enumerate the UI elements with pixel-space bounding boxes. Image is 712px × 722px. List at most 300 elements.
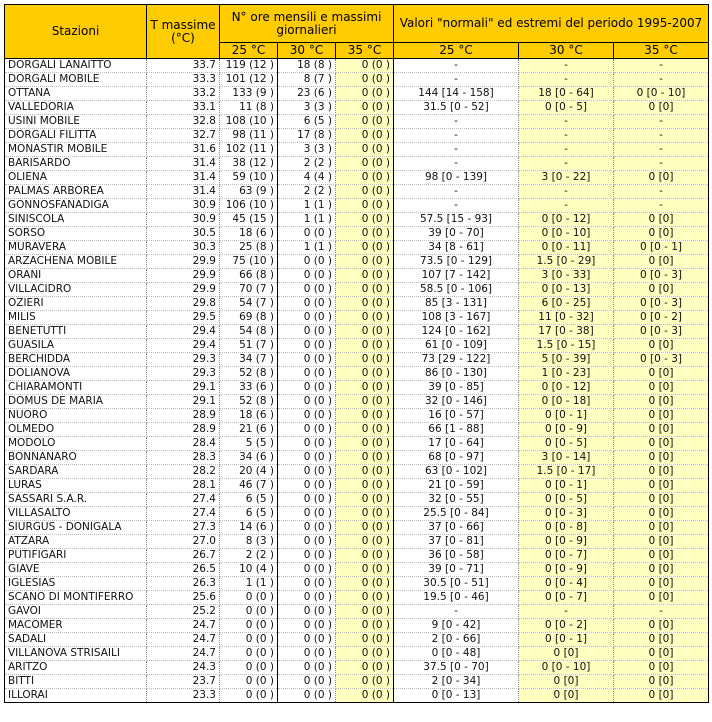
tmax-value: 29.3 [147, 353, 220, 367]
normal-30: 0 [0 - 18] [519, 395, 614, 409]
table-row [5, 241, 709, 255]
hours-25: 70 (7 ) [220, 283, 278, 297]
hours-25: 54 (8 ) [220, 325, 278, 339]
tmax-value: 31.4 [147, 157, 220, 171]
hours-30: 8 (7 ) [278, 73, 336, 87]
table-row [5, 563, 709, 577]
normal-25: 37 [0 - 81] [394, 535, 519, 549]
hours-25: 75 (10 ) [220, 255, 278, 269]
tmax-value: 28.3 [147, 451, 220, 465]
table-row [5, 87, 709, 101]
table-row [5, 171, 709, 185]
table-row [5, 479, 709, 493]
hours-25: 108 (10 ) [220, 115, 278, 129]
normal-30: 17 [0 - 38] [519, 325, 614, 339]
hours-30: 0 (0 ) [278, 563, 336, 577]
hours-30: 0 (0 ) [278, 465, 336, 479]
tmax-value: 24.3 [147, 661, 220, 675]
station-name: GIAVE [5, 563, 147, 577]
station-name: BENETUTTI [5, 325, 147, 339]
station-name: MONASTIR MOBILE [5, 143, 147, 157]
hours-35: 0 (0 ) [336, 199, 394, 213]
header-tmax: T massime (°C) [147, 5, 220, 59]
hours-30: 2 (2 ) [278, 185, 336, 199]
hours-25: 34 (6 ) [220, 451, 278, 465]
hours-30: 0 (0 ) [278, 367, 336, 381]
hours-35: 0 (0 ) [336, 479, 394, 493]
table-row [5, 507, 709, 521]
tmax-value: 29.4 [147, 325, 220, 339]
normal-35: 0 [0] [614, 647, 709, 661]
tmax-value: 23.7 [147, 675, 220, 689]
hours-25: 6 (5 ) [220, 507, 278, 521]
hours-35: 0 (0 ) [336, 521, 394, 535]
hours-30: 3 (3 ) [278, 101, 336, 115]
hours-35: 0 (0 ) [336, 283, 394, 297]
normal-35: 0 [0] [614, 577, 709, 591]
station-name: SORSO [5, 227, 147, 241]
tmax-value: 28.9 [147, 409, 220, 423]
hours-35: 0 (0 ) [336, 689, 394, 703]
hours-30: 0 (0 ) [278, 297, 336, 311]
normal-25: 39 [0 - 71] [394, 563, 519, 577]
station-name: BITTI [5, 675, 147, 689]
normal-30: - [519, 605, 614, 619]
tmax-value: 33.1 [147, 101, 220, 115]
tmax-value: 28.4 [147, 437, 220, 451]
hours-30: 0 (0 ) [278, 661, 336, 675]
hours-25: 51 (7 ) [220, 339, 278, 353]
hours-35: 0 (0 ) [336, 115, 394, 129]
station-name: NUORO [5, 409, 147, 423]
normal-30: 0 [0 - 9] [519, 423, 614, 437]
normal-35: 0 [0] [614, 507, 709, 521]
table-row [5, 339, 709, 353]
hours-25: 6 (5 ) [220, 493, 278, 507]
normal-35: 0 [0] [614, 213, 709, 227]
station-name: SASSARI S.A.R. [5, 493, 147, 507]
hours-25: 59 (10 ) [220, 171, 278, 185]
tmax-value: 33.3 [147, 73, 220, 87]
hours-30: 0 (0 ) [278, 675, 336, 689]
normal-30: 3 [0 - 14] [519, 451, 614, 465]
hours-30: 3 (3 ) [278, 143, 336, 157]
hours-25: 119 (12 ) [220, 59, 278, 73]
table-row [5, 297, 709, 311]
hours-35: 0 (0 ) [336, 339, 394, 353]
hours-35: 0 (0 ) [336, 423, 394, 437]
normal-25: 39 [0 - 85] [394, 381, 519, 395]
normal-30: 0 [0 - 1] [519, 633, 614, 647]
normal-35: 0 [0] [614, 227, 709, 241]
hours-35: 0 (0 ) [336, 549, 394, 563]
hours-30: 2 (2 ) [278, 157, 336, 171]
normal-30: 0 [0 - 10] [519, 661, 614, 675]
normal-35: 0 [0 - 3] [614, 269, 709, 283]
normal-30: 0 [0 - 7] [519, 549, 614, 563]
normal-35: 0 [0 - 3] [614, 297, 709, 311]
station-name: ORANI [5, 269, 147, 283]
table-row [5, 493, 709, 507]
hours-25: 25 (8 ) [220, 241, 278, 255]
normal-35: 0 [0] [614, 633, 709, 647]
normal-25: 63 [0 - 102] [394, 465, 519, 479]
station-name: SADALI [5, 633, 147, 647]
hours-35: 0 (0 ) [336, 311, 394, 325]
normal-30: - [519, 115, 614, 129]
normal-35: - [614, 605, 709, 619]
table-body [5, 59, 709, 703]
table-row [5, 213, 709, 227]
table-row [5, 423, 709, 437]
normal-35: 0 [0 - 3] [614, 353, 709, 367]
hours-25: 106 (10 ) [220, 199, 278, 213]
normal-25: - [394, 157, 519, 171]
hours-25: 133 (9 ) [220, 87, 278, 101]
table-row [5, 661, 709, 675]
normal-25: - [394, 199, 519, 213]
station-name: PALMAS ARBOREA [5, 185, 147, 199]
normal-35: 0 [0] [614, 689, 709, 703]
normal-30: 1.5 [0 - 15] [519, 339, 614, 353]
station-name: CHIARAMONTI [5, 381, 147, 395]
normal-35: 0 [0] [614, 171, 709, 185]
normal-30: 0 [0 - 5] [519, 437, 614, 451]
table-row [5, 395, 709, 409]
hours-35: 0 (0 ) [336, 675, 394, 689]
table-row [5, 521, 709, 535]
normal-35: 0 [0] [614, 409, 709, 423]
normal-35: 0 [0] [614, 395, 709, 409]
hours-35: 0 (0 ) [336, 241, 394, 255]
normal-35: - [614, 185, 709, 199]
normal-35: 0 [0] [614, 535, 709, 549]
table-row [5, 409, 709, 423]
hours-35: 0 (0 ) [336, 395, 394, 409]
hours-25: 63 (9 ) [220, 185, 278, 199]
station-name: MODOLO [5, 437, 147, 451]
normal-25: 25.5 [0 - 84] [394, 507, 519, 521]
normal-35: 0 [0] [614, 619, 709, 633]
hours-25: 11 (8 ) [220, 101, 278, 115]
normal-30: 0 [0 - 12] [519, 213, 614, 227]
normal-25: - [394, 143, 519, 157]
station-name: USINI MOBILE [5, 115, 147, 129]
hours-25: 18 (6 ) [220, 409, 278, 423]
station-name: VILLASALTO [5, 507, 147, 521]
normal-25: 58.5 [0 - 106] [394, 283, 519, 297]
hours-25: 0 (0 ) [220, 605, 278, 619]
hours-30: 0 (0 ) [278, 689, 336, 703]
table-row [5, 227, 709, 241]
hours-25: 0 (0 ) [220, 675, 278, 689]
normal-30: 1 [0 - 23] [519, 367, 614, 381]
table-row [5, 143, 709, 157]
hours-30: 0 (0 ) [278, 437, 336, 451]
station-name: DORGALI MOBILE [5, 73, 147, 87]
hours-25: 46 (7 ) [220, 479, 278, 493]
normal-35: 0 [0] [614, 381, 709, 395]
table-row [5, 59, 709, 73]
hours-35: 0 (0 ) [336, 563, 394, 577]
normal-25: - [394, 129, 519, 143]
station-name: IGLESIAS [5, 577, 147, 591]
hours-25: 10 (4 ) [220, 563, 278, 577]
hours-35: 0 (0 ) [336, 437, 394, 451]
hours-30: 0 (0 ) [278, 423, 336, 437]
normal-25: - [394, 59, 519, 73]
table-row [5, 675, 709, 689]
normal-35: - [614, 73, 709, 87]
hours-25: 52 (8 ) [220, 395, 278, 409]
normal-25: 21 [0 - 59] [394, 479, 519, 493]
normal-30: - [519, 129, 614, 143]
table-row [5, 255, 709, 269]
tmax-value: 32.7 [147, 129, 220, 143]
tmax-value: 31.4 [147, 171, 220, 185]
header-val-35: 35 °C [614, 43, 709, 59]
table-row [5, 199, 709, 213]
table-row [5, 605, 709, 619]
hours-30: 0 (0 ) [278, 255, 336, 269]
normal-30: 0 [0 - 4] [519, 577, 614, 591]
station-name: MACOMER [5, 619, 147, 633]
hours-25: 2 (2 ) [220, 549, 278, 563]
normal-30: 0 [0 - 7] [519, 591, 614, 605]
normal-25: 30.5 [0 - 51] [394, 577, 519, 591]
hours-25: 0 (0 ) [220, 689, 278, 703]
table-row [5, 157, 709, 171]
header-stazioni: Stazioni [5, 5, 147, 59]
normal-30: 3 [0 - 33] [519, 269, 614, 283]
normal-25: 66 [1 - 88] [394, 423, 519, 437]
hours-35: 0 (0 ) [336, 73, 394, 87]
normal-25: 124 [0 - 162] [394, 325, 519, 339]
tmax-value: 27.0 [147, 535, 220, 549]
normal-35: - [614, 143, 709, 157]
table-row [5, 535, 709, 549]
station-name: MILIS [5, 311, 147, 325]
station-name: BARISARDO [5, 157, 147, 171]
normal-30: 0 [0 - 5] [519, 101, 614, 115]
hours-35: 0 (0 ) [336, 143, 394, 157]
hours-35: 0 (0 ) [336, 451, 394, 465]
normal-25: 107 [7 - 142] [394, 269, 519, 283]
normal-35: 0 [0] [614, 661, 709, 675]
tmax-value: 25.2 [147, 605, 220, 619]
normal-30: 5 [0 - 39] [519, 353, 614, 367]
normal-25: 19.5 [0 - 46] [394, 591, 519, 605]
station-name: VALLEDORIA [5, 101, 147, 115]
normal-35: 0 [0] [614, 591, 709, 605]
normal-35: 0 [0] [614, 339, 709, 353]
station-name: GONNOSFANADIGA [5, 199, 147, 213]
tmax-value: 30.9 [147, 213, 220, 227]
hours-25: 8 (3 ) [220, 535, 278, 549]
tmax-value: 24.7 [147, 647, 220, 661]
normal-25: - [394, 185, 519, 199]
normal-25: 108 [3 - 167] [394, 311, 519, 325]
normal-25: 0 [0 - 13] [394, 689, 519, 703]
normal-35: - [614, 199, 709, 213]
hours-35: 0 (0 ) [336, 367, 394, 381]
normal-30: - [519, 199, 614, 213]
tmax-value: 28.2 [147, 465, 220, 479]
normal-30: 0 [0] [519, 647, 614, 661]
normal-25: 85 [3 - 131] [394, 297, 519, 311]
hours-30: 0 (0 ) [278, 269, 336, 283]
station-name: OTTANA [5, 87, 147, 101]
hours-30: 0 (0 ) [278, 227, 336, 241]
station-name: SINISCOLA [5, 213, 147, 227]
hours-25: 38 (12 ) [220, 157, 278, 171]
normal-35: 0 [0] [614, 423, 709, 437]
hours-30: 0 (0 ) [278, 283, 336, 297]
tmax-value: 29.1 [147, 395, 220, 409]
hours-30: 0 (0 ) [278, 605, 336, 619]
normal-30: 3 [0 - 22] [519, 171, 614, 185]
normal-25: 31.5 [0 - 52] [394, 101, 519, 115]
table-row [5, 465, 709, 479]
tmax-value: 33.7 [147, 59, 220, 73]
normal-30: 0 [0 - 11] [519, 241, 614, 255]
normal-35: 0 [0] [614, 493, 709, 507]
hours-35: 0 (0 ) [336, 633, 394, 647]
station-name: ARITZO [5, 661, 147, 675]
normal-30: 0 [0 - 9] [519, 535, 614, 549]
hours-25: 5 (5 ) [220, 437, 278, 451]
hours-25: 66 (8 ) [220, 269, 278, 283]
normal-35: 0 [0] [614, 451, 709, 465]
hours-25: 18 (6 ) [220, 227, 278, 241]
normal-30: 18 [0 - 64] [519, 87, 614, 101]
hours-35: 0 (0 ) [336, 255, 394, 269]
header-ore-25: 25 °C [220, 43, 278, 59]
hours-30: 0 (0 ) [278, 409, 336, 423]
hours-35: 0 (0 ) [336, 507, 394, 521]
normal-25: 39 [0 - 70] [394, 227, 519, 241]
hours-30: 23 (6 ) [278, 87, 336, 101]
hours-30: 4 (4 ) [278, 171, 336, 185]
hours-25: 34 (7 ) [220, 353, 278, 367]
normal-25: - [394, 605, 519, 619]
normal-30: - [519, 73, 614, 87]
normal-25: 36 [0 - 58] [394, 549, 519, 563]
station-name: ILLORAI [5, 689, 147, 703]
station-name: PUTIFIGARI [5, 549, 147, 563]
tmax-value: 28.9 [147, 423, 220, 437]
table-row [5, 689, 709, 703]
table-row [5, 73, 709, 87]
hours-25: 54 (7 ) [220, 297, 278, 311]
hours-25: 33 (6 ) [220, 381, 278, 395]
tmax-value: 29.9 [147, 255, 220, 269]
normal-30: 0 [0 - 10] [519, 227, 614, 241]
normal-30: 0 [0 - 9] [519, 563, 614, 577]
tmax-value: 33.2 [147, 87, 220, 101]
table-row [5, 381, 709, 395]
tmax-value: 30.5 [147, 227, 220, 241]
hours-30: 0 (0 ) [278, 633, 336, 647]
hours-35: 0 (0 ) [336, 129, 394, 143]
normal-35: 0 [0 - 2] [614, 311, 709, 325]
normal-35: 0 [0] [614, 255, 709, 269]
normal-30: - [519, 185, 614, 199]
normal-25: 98 [0 - 139] [394, 171, 519, 185]
hours-25: 0 (0 ) [220, 647, 278, 661]
normal-25: 16 [0 - 57] [394, 409, 519, 423]
header-val-30: 30 °C [519, 43, 614, 59]
normal-35: 0 [0] [614, 367, 709, 381]
hours-30: 18 (8 ) [278, 59, 336, 73]
normal-25: 61 [0 - 109] [394, 339, 519, 353]
normal-35: 0 [0] [614, 283, 709, 297]
hours-35: 0 (0 ) [336, 185, 394, 199]
normal-30: 0 [0 - 13] [519, 283, 614, 297]
hours-35: 0 (0 ) [336, 381, 394, 395]
station-name: DORGALI LANAITTO [5, 59, 147, 73]
hours-35: 0 (0 ) [336, 59, 394, 73]
station-name: VILLACIDRO [5, 283, 147, 297]
tmax-value: 26.5 [147, 563, 220, 577]
hours-30: 1 (1 ) [278, 213, 336, 227]
normal-25: 34 [8 - 61] [394, 241, 519, 255]
tmax-value: 24.7 [147, 619, 220, 633]
normal-35: - [614, 157, 709, 171]
tmax-value: 23.3 [147, 689, 220, 703]
hours-35: 0 (0 ) [336, 101, 394, 115]
tmax-value: 25.6 [147, 591, 220, 605]
normal-25: 0 [0 - 48] [394, 647, 519, 661]
hours-35: 0 (0 ) [336, 661, 394, 675]
tmax-value: 27.4 [147, 507, 220, 521]
normal-25: 2 [0 - 34] [394, 675, 519, 689]
normal-30: 11 [0 - 32] [519, 311, 614, 325]
hours-25: 45 (15 ) [220, 213, 278, 227]
hours-30: 17 (8 ) [278, 129, 336, 143]
hours-30: 0 (0 ) [278, 325, 336, 339]
table-row [5, 283, 709, 297]
hours-30: 0 (0 ) [278, 521, 336, 535]
normal-35: - [614, 115, 709, 129]
normal-30: 6 [0 - 25] [519, 297, 614, 311]
hours-35: 0 (0 ) [336, 535, 394, 549]
station-name: SCANO DI MONTIFERRO [5, 591, 147, 605]
hours-35: 0 (0 ) [336, 605, 394, 619]
normal-30: - [519, 157, 614, 171]
normal-30: 0 [0 - 3] [519, 507, 614, 521]
table-row [5, 647, 709, 661]
station-name: LURAS [5, 479, 147, 493]
tmax-value: 29.3 [147, 367, 220, 381]
normal-25: 32 [0 - 55] [394, 493, 519, 507]
station-name: BERCHIDDA [5, 353, 147, 367]
normal-25: - [394, 73, 519, 87]
tmax-value: 29.1 [147, 381, 220, 395]
normal-35: 0 [0] [614, 479, 709, 493]
table-row [5, 451, 709, 465]
normal-35: 0 [0] [614, 101, 709, 115]
table-row [5, 185, 709, 199]
hours-30: 0 (0 ) [278, 353, 336, 367]
normal-35: 0 [0] [614, 521, 709, 535]
stations-table [4, 4, 709, 703]
normal-35: 0 [0 - 1] [614, 241, 709, 255]
normal-35: 0 [0 - 3] [614, 325, 709, 339]
station-name: DOMUS DE MARIA [5, 395, 147, 409]
hours-35: 0 (0 ) [336, 227, 394, 241]
hours-35: 0 (0 ) [336, 87, 394, 101]
